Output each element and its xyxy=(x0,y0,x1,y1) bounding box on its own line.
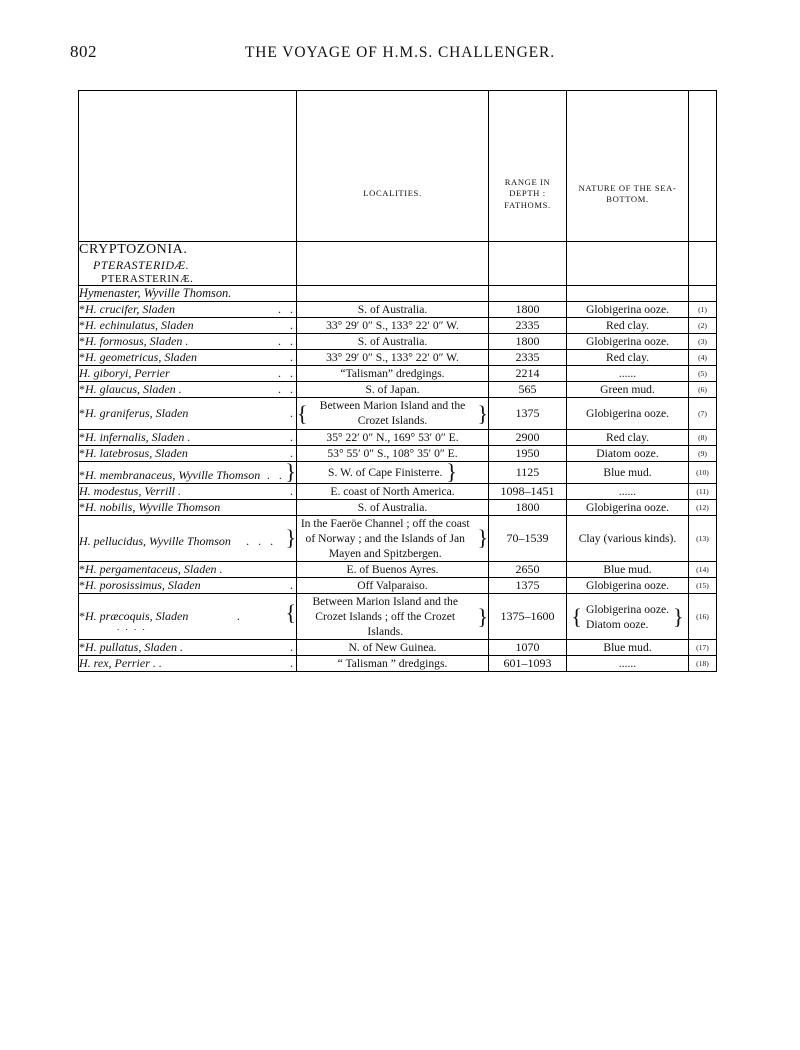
species-name-cell xyxy=(79,445,297,461)
depth-cell: 2335 xyxy=(489,350,567,366)
note-cell: (9) xyxy=(689,445,717,461)
species-name: H. membranaceus, Wyville Thomson xyxy=(85,467,261,482)
depth-cell: 70–1539 xyxy=(489,515,567,561)
table-row xyxy=(79,461,717,483)
locality-cell: 35° 22′ 0″ N., 169° 53′ 0″ E. xyxy=(297,429,489,445)
header-bottom-line1: NATURE OF THE SEA- xyxy=(578,182,677,193)
depth-cell: 1800 xyxy=(489,334,567,350)
species-name-cell xyxy=(79,302,297,318)
bottom-cell: Globigerina ooze. xyxy=(567,398,689,429)
leader-dots: . xyxy=(290,405,296,420)
table-row xyxy=(79,515,717,561)
species-name: H. latebrosus, Sladen xyxy=(85,445,188,460)
leader-dots: . xyxy=(290,483,296,498)
bottom-cell: Red clay. xyxy=(567,318,689,334)
species-name: H. rex, Perrier . . xyxy=(79,656,162,671)
header-label-depth xyxy=(489,121,566,211)
depth-cell: 2335 xyxy=(489,318,567,334)
asterisk-marker: * xyxy=(79,640,85,655)
species-name: H. porosissimus, Sladen xyxy=(85,578,201,593)
group-family: PTERASTERIDÆ. xyxy=(93,258,190,272)
header-label-bottom xyxy=(567,127,688,206)
group-row-note xyxy=(689,242,717,286)
group-row-bottom xyxy=(567,242,689,286)
table-row xyxy=(79,350,717,366)
species-name: H. modestus, Verrill . xyxy=(79,483,181,498)
bottom-cell: ...... xyxy=(567,656,689,672)
genus-name: Hymenaster, Wyville Thomson. xyxy=(79,286,232,300)
bottom-cell: Globigerina ooze. xyxy=(567,334,689,350)
asterisk-marker: * xyxy=(79,499,85,514)
species-name: H. glaucus, Sladen . xyxy=(85,382,182,397)
note-cell: (17) xyxy=(689,640,717,656)
species-name-cell xyxy=(79,656,297,672)
locality-text: S. W. of Cape Finisterre. xyxy=(328,465,443,479)
leader-dots: . xyxy=(290,350,296,365)
table-row xyxy=(79,640,717,656)
species-table xyxy=(78,90,717,672)
group-heading-row xyxy=(79,242,717,286)
bottom-line1: Globigerina ooze. xyxy=(585,602,670,616)
group-heading-cell xyxy=(79,242,297,286)
table-row xyxy=(79,318,717,334)
group-subfamily: PTERASTERINÆ. xyxy=(101,273,194,285)
locality-cell xyxy=(297,461,489,483)
header-depth-line3: FATHOMS. xyxy=(504,199,551,210)
asterisk-marker: * xyxy=(79,302,85,317)
note-cell: (14) xyxy=(689,561,717,577)
header-label-notes xyxy=(689,138,716,194)
table-header xyxy=(79,91,717,242)
table-row xyxy=(79,334,717,350)
species-name-cell xyxy=(79,334,297,350)
species-name-cell xyxy=(79,458,297,484)
locality-cell: S. of Japan. xyxy=(297,382,489,398)
running-head: THE VOYAGE OF H.M.S. CHALLENGER. xyxy=(244,44,556,61)
header-cell-notes xyxy=(689,91,717,242)
species-name: H. nobilis, Wyville Thomson xyxy=(85,499,221,514)
leader-dots: . xyxy=(290,640,296,655)
page-number: 802 xyxy=(70,42,97,61)
asterisk-marker: * xyxy=(79,350,85,365)
note-cell: (6) xyxy=(689,382,717,398)
table-row xyxy=(79,302,717,318)
table-row xyxy=(79,499,717,515)
asterisk-marker: * xyxy=(79,445,85,460)
note-cell: (8) xyxy=(689,429,717,445)
leader-dots: . . xyxy=(266,467,285,482)
asterisk-marker: * xyxy=(79,382,85,397)
table-body xyxy=(79,242,717,672)
depth-cell: 1950 xyxy=(489,445,567,461)
leader-dots: . . xyxy=(278,334,296,349)
bottom-cell: Diatom ooze. xyxy=(567,445,689,461)
header-depth-line1: RANGE IN xyxy=(504,176,551,187)
table-row xyxy=(79,398,717,429)
bottom-cell: ...... xyxy=(567,483,689,499)
species-name-cell xyxy=(79,640,297,656)
bottom-cell: Red clay. xyxy=(567,429,689,445)
depth-cell: 565 xyxy=(489,382,567,398)
genus-heading-row xyxy=(79,286,717,302)
locality-cell: S. of Australia. xyxy=(297,499,489,515)
table-row xyxy=(79,561,717,577)
header-label-localities: LOCALITIES. xyxy=(363,188,422,199)
species-table-container xyxy=(78,90,716,672)
note-cell: (13) xyxy=(689,515,717,561)
species-name-cell xyxy=(79,350,297,366)
depth-cell: 1375–1600 xyxy=(489,594,567,640)
species-name: H. geometricus, Sladen xyxy=(85,350,197,365)
group-row-localities xyxy=(297,242,489,286)
header-cell-name xyxy=(79,91,297,242)
genus-row-depth xyxy=(489,286,567,302)
leader-dots-secondary: . . . . xyxy=(117,622,147,632)
note-cell: (15) xyxy=(689,578,717,594)
species-name: H. infernalis, Sladen . xyxy=(85,429,191,444)
locality-cell: E. of Buenos Ayres. xyxy=(297,561,489,577)
species-name-cell xyxy=(79,578,297,594)
brace-left-icon: { xyxy=(571,603,582,629)
locality-text: Between Marion Island and the Crozet Islands. xyxy=(319,399,466,428)
note-cell: (3) xyxy=(689,334,717,350)
locality-text: In the Faeröe Channel ; off the coast of Norway ; and the Islands of Jan Mayen and Spitzbergen. xyxy=(300,516,470,560)
brace-right-icon: } xyxy=(477,400,488,426)
asterisk-marker: * xyxy=(79,405,85,420)
bottom-cell: Globigerina ooze. xyxy=(567,578,689,594)
species-name-cell xyxy=(79,499,297,515)
header-cell-bottom xyxy=(567,91,689,242)
species-name: H. pullatus, Sladen . xyxy=(85,640,183,655)
brace-right-icon: } xyxy=(477,525,488,551)
bottom-cell: ...... xyxy=(567,366,689,382)
bottom-cell: Red clay. xyxy=(567,350,689,366)
depth-cell: 1375 xyxy=(489,578,567,594)
locality-cell: “ Talisman ” dredgings. xyxy=(297,656,489,672)
header-cell-localities xyxy=(297,91,489,242)
brace-right-icon: { xyxy=(285,600,296,625)
locality-cell xyxy=(297,594,489,640)
species-name-cell xyxy=(79,318,297,334)
table-row xyxy=(79,366,717,382)
locality-text: Between Marion Island and the Crozet Islands ; off the Crozet Islands. xyxy=(312,595,458,639)
depth-cell: 2900 xyxy=(489,429,567,445)
group-order: CRYPTOZONIA. xyxy=(79,242,188,257)
genus-row-localities xyxy=(297,286,489,302)
locality-cell: 53° 55′ 0″ S., 108° 35′ 0″ E. xyxy=(297,445,489,461)
header-bottom-line2: BOTTOM. xyxy=(606,194,649,204)
note-cell: (16) xyxy=(689,594,717,640)
header-label-name xyxy=(79,138,296,194)
table-row xyxy=(79,656,717,672)
brace-right-icon: } xyxy=(285,524,296,550)
species-name-cell xyxy=(79,429,297,445)
table-row xyxy=(79,578,717,594)
species-name-cell xyxy=(79,483,297,499)
leader-dots: . . . xyxy=(246,533,277,548)
table-row xyxy=(79,445,717,461)
depth-cell: 2650 xyxy=(489,561,567,577)
brace-right-icon: } xyxy=(477,603,488,629)
leader-dots: . xyxy=(290,656,296,671)
note-cell: (2) xyxy=(689,318,717,334)
leader-dots: . xyxy=(290,318,296,333)
leader-dots: . . xyxy=(278,302,296,317)
asterisk-marker: * xyxy=(79,578,85,593)
genus-cell xyxy=(79,286,297,302)
brace-left-icon: { xyxy=(297,400,308,426)
bottom-cell: Clay (various kinds). xyxy=(567,515,689,561)
brace-right-icon: } xyxy=(673,603,684,629)
note-cell: (11) xyxy=(689,483,717,499)
species-name-cell xyxy=(79,561,297,577)
note-cell: (7) xyxy=(689,398,717,429)
locality-cell xyxy=(297,515,489,561)
species-name: H. giboryi, Perrier xyxy=(79,366,170,381)
leader-dots: . xyxy=(290,429,296,444)
genus-row-bottom xyxy=(567,286,689,302)
species-name-cell xyxy=(79,594,297,640)
locality-cell: “Talisman” dredgings. xyxy=(297,366,489,382)
species-name: H. echinulatus, Sladen xyxy=(85,318,194,333)
locality-cell: 33° 29′ 0″ S., 133° 22′ 0″ W. xyxy=(297,318,489,334)
leader-dots: . . xyxy=(278,382,296,397)
table-row xyxy=(79,594,717,640)
table-row xyxy=(79,483,717,499)
depth-cell: 601–1093 xyxy=(489,656,567,672)
species-name: H. formosus, Sladen . xyxy=(85,334,189,349)
note-cell: (1) xyxy=(689,302,717,318)
species-name: H. pergamentaceus, Sladen . xyxy=(85,561,223,576)
species-name: H. graniferus, Sladen xyxy=(85,405,189,420)
leader-dots: . xyxy=(290,445,296,460)
asterisk-marker: * xyxy=(79,609,85,623)
locality-cell xyxy=(297,398,489,429)
table-row xyxy=(79,382,717,398)
note-cell: (5) xyxy=(689,366,717,382)
locality-cell: 33° 29′ 0″ S., 133° 22′ 0″ W. xyxy=(297,350,489,366)
depth-cell: 1098–1451 xyxy=(489,483,567,499)
locality-cell: N. of New Guinea. xyxy=(297,640,489,656)
bottom-line2: Diatom ooze. xyxy=(585,617,649,631)
bottom-cell: Blue mud. xyxy=(567,561,689,577)
depth-cell: 1800 xyxy=(489,302,567,318)
species-name: H. pellucidus, Wyville Thomson xyxy=(79,533,231,548)
depth-cell: 2214 xyxy=(489,366,567,382)
species-name-cell xyxy=(79,382,297,398)
brace-right-icon: } xyxy=(446,459,457,485)
asterisk-marker: * xyxy=(79,467,85,482)
species-name: H. crucifer, Sladen xyxy=(85,302,175,317)
depth-cell: 1375 xyxy=(489,398,567,429)
bottom-cell: Globigerina ooze. xyxy=(567,499,689,515)
locality-cell: Off Valparaiso. xyxy=(297,578,489,594)
bottom-cell xyxy=(567,594,689,640)
leader-dots: . . xyxy=(278,366,296,381)
locality-cell: E. coast of North America. xyxy=(297,483,489,499)
leader-dots: . xyxy=(290,578,296,593)
bottom-cell: Blue mud. xyxy=(567,640,689,656)
asterisk-marker: * xyxy=(79,334,85,349)
depth-cell: 1800 xyxy=(489,499,567,515)
asterisk-marker: * xyxy=(79,561,85,576)
asterisk-marker: * xyxy=(79,318,85,333)
species-name: H. præcoquis, Sladen xyxy=(85,609,189,623)
header-cell-depth xyxy=(489,91,567,242)
species-name-cell xyxy=(79,515,297,561)
locality-cell: S. of Australia. xyxy=(297,302,489,318)
table-row xyxy=(79,429,717,445)
note-cell: (4) xyxy=(689,350,717,366)
asterisk-marker: * xyxy=(79,429,85,444)
leader-dots: . xyxy=(236,609,243,623)
bottom-cell: Globigerina ooze. xyxy=(567,302,689,318)
species-name-cell xyxy=(79,366,297,382)
depth-cell: 1125 xyxy=(489,461,567,483)
note-cell: (18) xyxy=(689,656,717,672)
bottom-cell: Green mud. xyxy=(567,382,689,398)
brace-right-icon: } xyxy=(285,458,296,484)
species-name-cell xyxy=(79,398,297,429)
note-cell: (10) xyxy=(689,461,717,483)
genus-row-note xyxy=(689,286,717,302)
locality-cell: S. of Australia. xyxy=(297,334,489,350)
depth-cell: 1070 xyxy=(489,640,567,656)
group-row-depth xyxy=(489,242,567,286)
bottom-cell: Blue mud. xyxy=(567,461,689,483)
header-depth-line2: DEPTH : xyxy=(509,188,546,199)
note-cell: (12) xyxy=(689,499,717,515)
